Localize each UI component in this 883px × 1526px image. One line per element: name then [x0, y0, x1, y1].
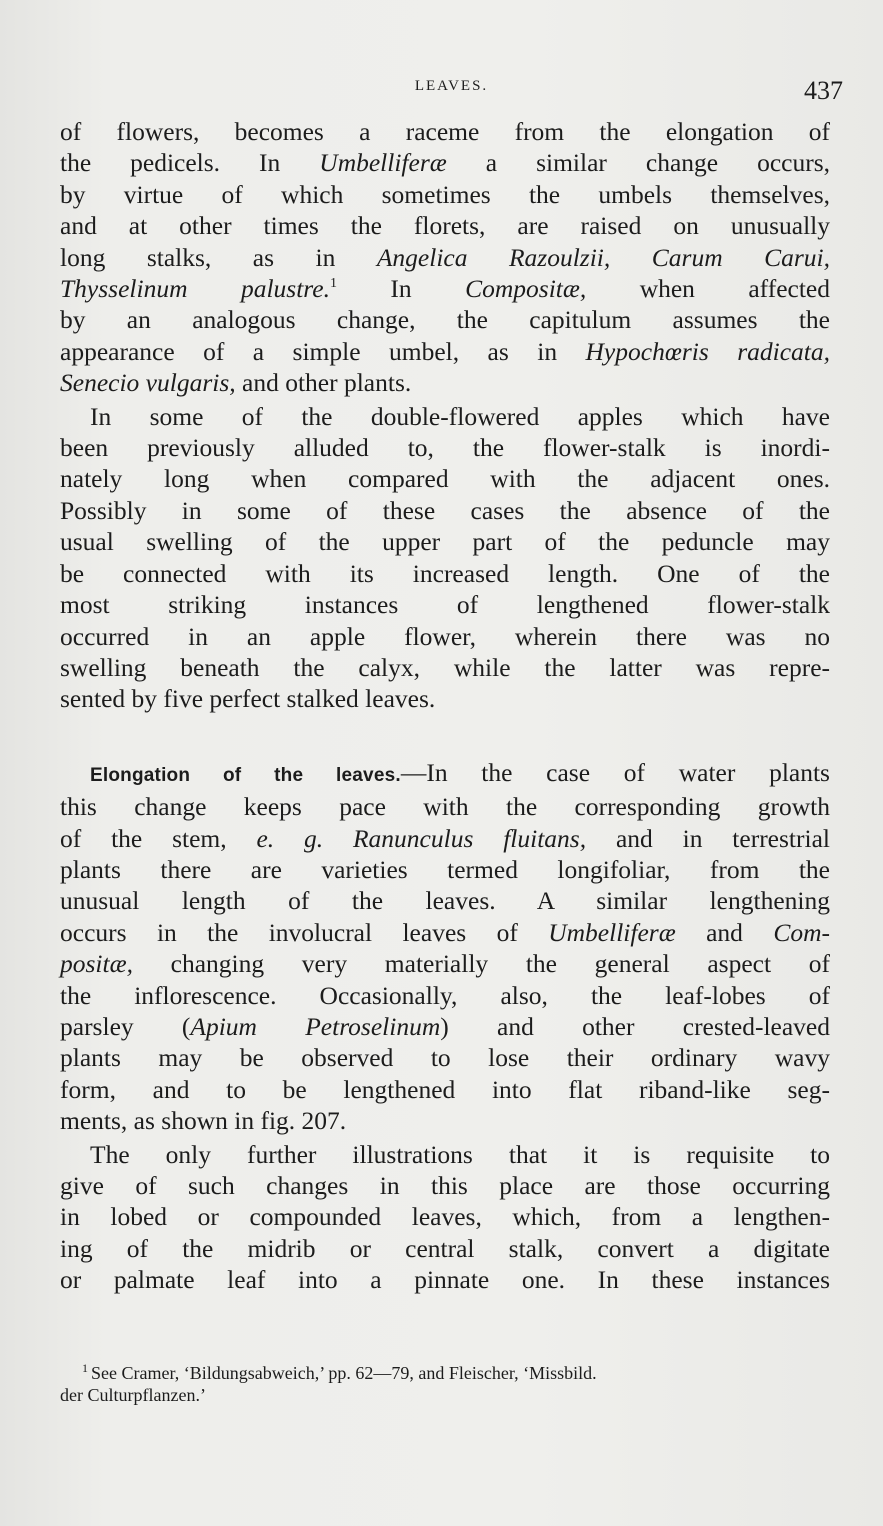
- text-line: occurs in the involucral leaves of Umbelliferæ and Com-: [60, 917, 830, 947]
- text-line: been previously alluded to, the flower-stalk is inordi-: [60, 433, 830, 463]
- page-number: 437: [804, 76, 843, 105]
- text-line: in lobed or compounded leaves, which, from a lengthen-: [60, 1202, 830, 1232]
- footnote-line: $^1$ See Cramer, ‘Bildungsabweich,’ pp. 62—79, and Fleischer, ‘Missbild.: [82, 1361, 597, 1383]
- running-head: [60, 76, 843, 106]
- paragraph-elongation-of-leaves: [60, 757, 830, 1137]
- text-line: Thysselinum palustre.$^1$ In Compositæ, when affected: [60, 274, 830, 304]
- text-line: nately long when compared with the adjacent ones.: [60, 464, 830, 494]
- text-line: long stalks, as in Angelica Razoulzii, Carum Carui,: [60, 242, 830, 272]
- text-line: usual swelling of the upper part of the peduncle may: [60, 527, 830, 557]
- footnote-reference: 1: [329, 276, 337, 292]
- text-line: ing of the midrib or central stalk, convert a digitate: [60, 1233, 830, 1263]
- text-line: be connected with its increased length. One of the: [60, 558, 830, 588]
- text-line: occurred in an apple flower, wherein there was no: [60, 621, 830, 651]
- text-line: the inflorescence. Occasionally, also, the leaf-lobes of: [60, 980, 830, 1010]
- text-line: appearance of a simple umbel, as in Hypochœris radicata,: [60, 336, 830, 366]
- section-heading: Elongation of the leaves.: [90, 764, 401, 786]
- text-line: give of such changes in this place are those occurring: [60, 1171, 830, 1200]
- text-line: form, and to be lengthened into flat riband-like seg-: [60, 1074, 830, 1104]
- text-line: of flowers, becomes a raceme from the elongation of: [60, 117, 830, 146]
- text-line: and at other times the florets, are raised on unusually: [60, 211, 830, 241]
- text-line: the pedicels. In Umbelliferæ a similar change occurs,: [60, 148, 830, 178]
- paragraph-lobed-leaves: [60, 1139, 830, 1296]
- text-line: In some of the double-flowered apples which have: [90, 401, 830, 431]
- text-line: Possibly in some of these cases the absence of the: [60, 495, 830, 525]
- running-title: LEAVES.: [414, 78, 489, 94]
- text-line: Senecio vulgaris, and other plants.: [60, 368, 412, 398]
- text-line: by an analogous change, the capitulum assumes the: [60, 305, 830, 335]
- text-line: The only further illustrations that it is requisite to: [90, 1139, 830, 1169]
- text-line: Elongation of the leaves.—In the case of water plants: [90, 757, 830, 787]
- text-line: sented by five perfect stalked leaves.: [60, 684, 436, 714]
- footnote: [60, 1362, 820, 1406]
- text-line: of the stem, e. g. Ranunculus fluitans, and in terrestrial: [60, 823, 830, 853]
- text-line: this change keeps pace with the corresponding growth: [60, 792, 830, 822]
- text-line: plants there are varieties termed longifoliar, from the: [60, 854, 830, 884]
- paragraph-apple-flower-stalk: [60, 401, 830, 715]
- footnote-line: der Culturpflanzen.’: [60, 1385, 206, 1405]
- footnote-mark: 1: [82, 1361, 88, 1375]
- text-line: most striking instances of lengthened flower-stalk: [60, 590, 830, 620]
- text-line: by virtue of which sometimes the umbels themselves,: [60, 179, 830, 209]
- text-line: positæ, changing very materially the general aspect of: [60, 949, 830, 979]
- paragraph-umbel-changes: [60, 116, 830, 399]
- text-line: swelling beneath the calyx, while the latter was repre-: [60, 652, 830, 682]
- body-text: [60, 116, 830, 1296]
- text-line: or palmate leaf into a pinnate one. In these instances: [60, 1265, 830, 1295]
- text-line: ments, as shown in fig. 207.: [60, 1106, 347, 1136]
- text-line: plants may be observed to lose their ordinary wavy: [60, 1043, 830, 1073]
- text-line: parsley (Apium Petroselinum) and other crested-leaved: [60, 1011, 830, 1041]
- text-line: unusual length of the leaves. A similar lengthening: [60, 886, 830, 916]
